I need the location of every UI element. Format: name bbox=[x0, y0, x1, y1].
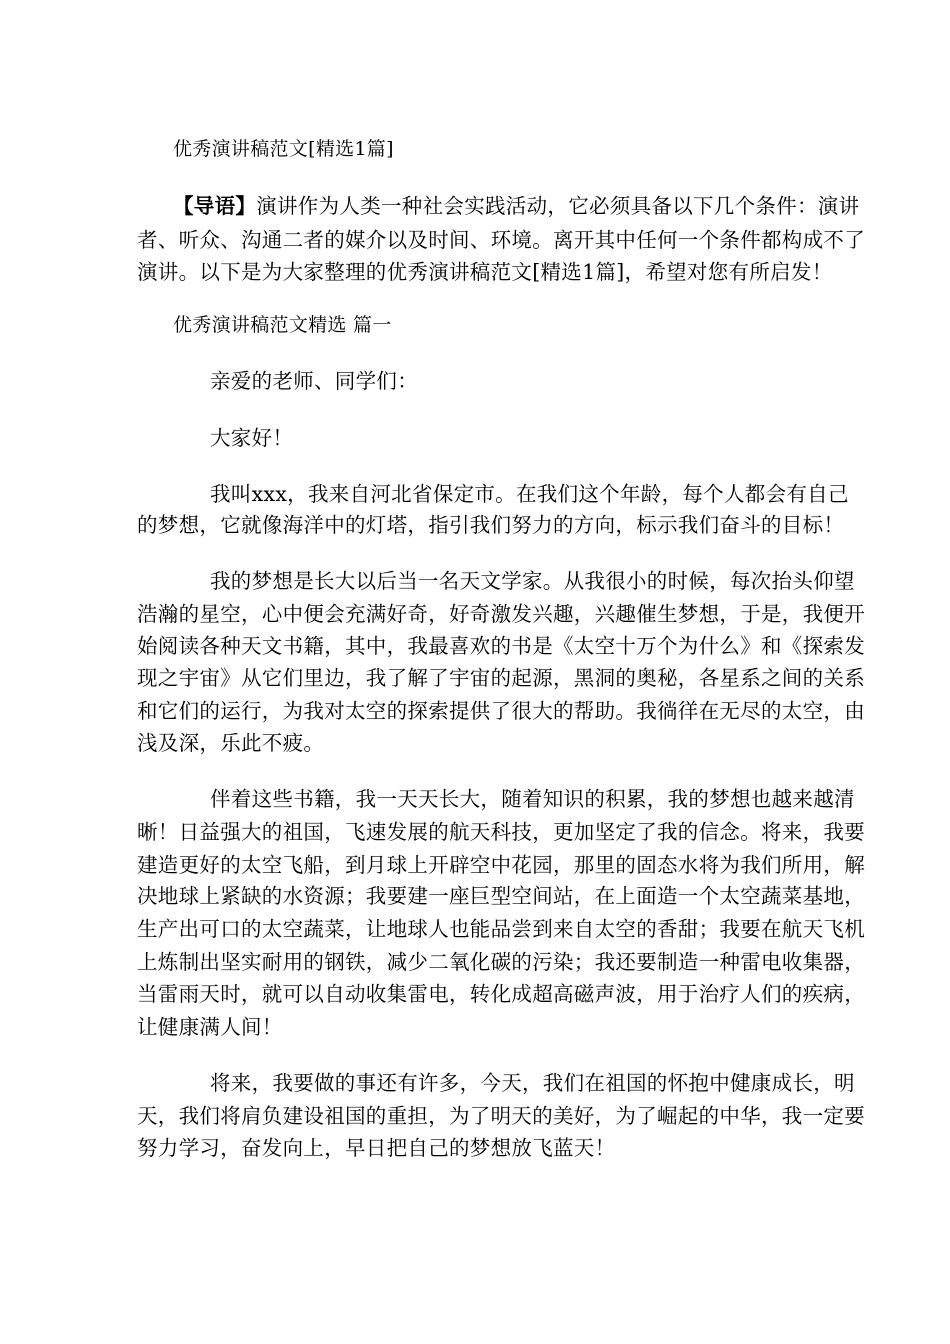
intro-line-2: 者、听众、沟通二者的媒介以及时间、环境。离开其中任何一个条件都构成不了 bbox=[137, 228, 865, 252]
paragraph-3-line-2: 晰！日益强大的祖国，飞速发展的航天科技，更加坚定了我的信念。将来，我要 bbox=[137, 820, 865, 844]
paragraph-2-line-2: 浩瀚的星空，心中便会充满好奇，好奇激发兴趣，兴趣催生梦想，于是，我便开 bbox=[137, 602, 865, 626]
greeting: 大家好！ bbox=[210, 426, 294, 450]
paragraph-3-line-5: 生产出可口的太空蔬菜，让地球人也能品尝到来自太空的香甜；我要在航天飞机 bbox=[137, 917, 865, 941]
paragraph-3-line-8: 让健康满人间！ bbox=[137, 1015, 283, 1039]
paragraph-4-line-2: 天，我们将肩负建设祖国的重担，为了明天的美好，为了崛起的中华，我一定要 bbox=[137, 1104, 865, 1128]
paragraph-2-line-5: 和它们的运行，为我对太空的探索提供了很大的帮助。我徜徉在无尽的太空，由 bbox=[137, 699, 865, 723]
paragraph-3-line-1: 伴着这些书籍，我一天天长大，随着知识的积累，我的梦想也越来越清 bbox=[210, 787, 855, 811]
paragraph-3-line-7: 当雷雨天时，就可以自动收集雷电，转化成超高磁声波，用于治疗人们的疾病， bbox=[137, 982, 865, 1006]
paragraph-3-line-4: 决地球上紧缺的水资源；我要建一座巨型空间站，在上面造一个太空蔬菜基地， bbox=[137, 884, 865, 908]
paragraph-3-line-3: 建造更好的太空飞船，到月球上开辟空中花园，那里的固态水将为我们所用，解 bbox=[137, 853, 865, 877]
paragraph-2-line-3: 始阅读各种天文书籍，其中，我最喜欢的书是《太空十万个为什么》和《探索发 bbox=[137, 634, 865, 658]
paragraph-2-line-4: 现之宇宙》从它们里边，我了解了宇宙的起源，黑洞的奥秘，各星系之间的关系 bbox=[137, 666, 865, 690]
paragraph-4-line-3: 努力学习，奋发向上，早日把自己的梦想放飞蓝天！ bbox=[137, 1136, 616, 1160]
paragraph-1-line-2: 的梦想，它就像海洋中的灯塔，指引我们努力的方向，标示我们奋斗的目标！ bbox=[137, 513, 845, 537]
paragraph-1-line-1: 我叫xxx，我来自河北省保定市。在我们这个年龄，每个人都会有自己 bbox=[210, 482, 849, 506]
intro-label: 【导语】 bbox=[173, 194, 257, 218]
paragraph-4-line-1: 将来，我要做的事还有许多，今天，我们在祖国的怀抱中健康成长，明 bbox=[210, 1071, 855, 1095]
salutation: 亲爱的老师、同学们： bbox=[210, 369, 418, 393]
paragraph-2-line-6: 浅及深，乐此不疲。 bbox=[137, 731, 325, 755]
paragraph-3-line-6: 上炼制出坚实耐用的钢铁，减少二氧化碳的污染；我还要制造一种雷电收集器， bbox=[137, 950, 865, 974]
document-title: 优秀演讲稿范文[精选1篇] bbox=[173, 138, 394, 160]
intro-line-3: 演讲。以下是为大家整理的优秀演讲稿范文[精选1篇]，希望对您有所启发！ bbox=[137, 260, 833, 284]
intro-line-1 bbox=[173, 192, 859, 220]
paragraph-2-line-1: 我的梦想是长大以后当一名天文学家。从我很小的时候，每次抬头仰望 bbox=[210, 569, 855, 593]
intro-text: 演讲作为人类一种社会实践活动，它必须具备以下几个条件：演讲 bbox=[256, 194, 860, 218]
section-heading: 优秀演讲稿范文精选 篇一 bbox=[173, 314, 392, 336]
